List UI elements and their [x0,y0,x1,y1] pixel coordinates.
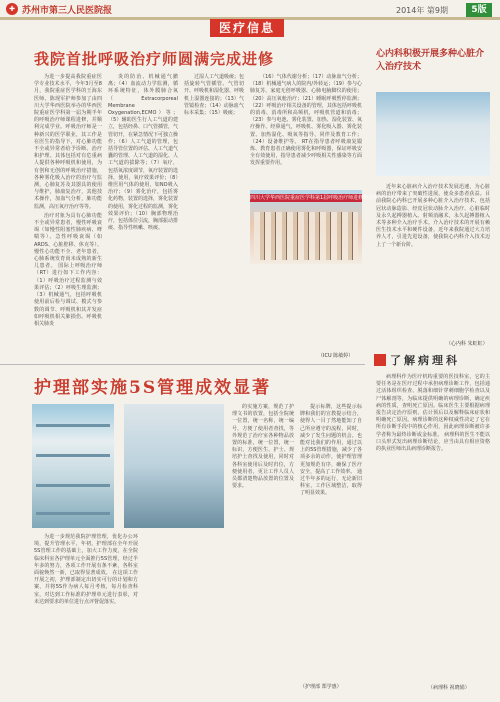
article-column [300,404,362,680]
article-paragraph: 病理科作为医疗机构重要的医技科室，它的主要任务是在医疗过程中承担病理诊断工作，包括通过活体组织检查、脱落和细针穿刺细胞学检查以及尸体解剖等，为临床提供明确的病理诊断，确定疾病的性质，查明死亡原因。临床医生主要根据病理报告决定治疗原则、估计预后以及解释临床症状和明确死亡原因。病理诊断的这种权威性决定了它在所有诊断手段中的核心作用，因此病理诊断被许多学者称为最终诊断或金标准。 病理科的医生不能以口头形式发出病理诊断结论，应当由具有相应资格的执业医师出具病理诊断报告。 [376,374,490,453]
shelf-line [36,454,110,457]
know-disease-title: 了解病理科 [390,354,460,367]
article-paragraph: 治疗对象为具有心肺功能不全或异常患者，慢性呼吸衰竭（如慢性阻塞性肺疾病、哮喘等）、急性呼吸衰竭（如ARDS、心脏腔移、休克等）、慢性心功能不全、老年患者，心肺系统发育尚未成熟的新生儿患者。 国际上呼吸治疗师（RT）进行如下工作内容： （1）呼吸治疗过程监测与效果评估；（2）呼吸生理监测；（3）机械通气，包括呼吸机使用前后检与调试、模式与参数的调节、呼吸机和其并发症如呼吸机相关肺损伤、呼吸机相关肺炎 [34,212,102,327]
article-column [250,74,362,186]
article-author: （护理部 郑学惠） [300,684,342,690]
paper-name: 苏州市第三人民医院报 [22,5,113,16]
hospital-logo-icon: ✚ [6,3,18,15]
article-column [108,74,178,350]
section-title: 医疗信息 [210,19,284,37]
side-article-column [376,184,490,336]
side-headline: 心内科积极开展多种心脏介入治疗技术 [376,49,485,72]
article-paragraph: 过湿人工气道吸痰；包括旋转气管插管、气管切开、呼吸机和湿化器、呼吸机上湿器连接的；（13）气管镜检查；（14）动脉血气标本采集；（15）吸痰； [184,74,245,117]
side-article-column [376,374,490,680]
section-divider [0,364,365,365]
article-column [184,74,244,350]
page-header [0,0,500,35]
article-paragraph: 为进一步规范我院护理管理，优化办公环境，提升管理水平，年初，护理部在全年开展5S管理工作的基础上，加大工作力度，在全院临床科室各护理单元全面推行5S管理，经过半年多的努力，各项工作开展有条不紊，各科室面貌焕然一新，已取得显著成效。 在这项工作开展之初，护理部制定出切实可行的计划和方案，并将5S作为病人每月考核，每月检查科室，对达到工作标准的护理单元进行表彰，对未达到要求的单位进行点评督促落实。 [34,534,138,605]
article-paragraph: 为进一步提高我院重症医学专业技术水平，今年3月至8月，我院重症医学科的王海东医师、陈现军护师参加了由四川大学华西医院举办的华西医院重症医学科第一届为期半年的呼吸治疗师课程进修，并顺利完成学业。呼吸治疗师是一种新兴的医学职业，其工作是在医生的指导下，对心肺功能不全或异常者给予诊断、治疗和护理。其体包括对有危重病人提供各种呼吸机和使用，为有创和无创的呼吸治疗措施，各种雾化吸入治疗的治疗与监测，心肺复苏及其器具的使用与维护，肺康复治疗，其他技术操作，加血气分析，肺功能监测，高压氧疗治疗等等。 [34,74,102,210]
article-paragraph: 提示标牌，这些提示标牌和我们的宣教提示结合，使得人一目了然地能知了自己所应遵守的流程，同时，减少了发生问题的机会。也能对比我们的作用，通过以上的5S管理措施，减少了各项多余的动作，使护理管理更加规范有序，确保了医疗安全，提高了工作效率。 通过半年多的运行，无论新旧科室，工作区域整洁，取得了明显效果。 [300,404,362,497]
article-headline: 护理部实施5S管理成效显著 [34,378,272,398]
article-author: （心内科 朱虹虹） [446,341,488,347]
issue-info: 2014年 第9期 [396,6,448,15]
article-author: （ICU 陈敏婷） [318,353,354,359]
group-photo [250,190,379,264]
photo-banner: 四川大学华西医院重症医学科第1届呼吸治疗师进修班合影 [250,195,379,201]
know-disease-header [374,352,484,370]
cath-lab-photo [376,92,490,176]
article-paragraph: 近年来心脏病介入治疗技术发展迅速，为心脏病的治疗带来了突破性进展，使众多患者获益。目前我院心内科已开展多种心脏介入治疗技术，包括冠状动脉造影、经皮冠状动脉介入治疗、心脏临时及永久起搏器植入、射频消融术，永久起搏器植入术等多种介入治疗手术。介入治疗技术的开展有赖医生技术水平和硬件设备，近年来我院通过大力培养人才，引进先进设备，使我院心内科介入技术迈上了一个新台阶。 [376,184,490,248]
article-column [34,74,102,350]
article-column [232,404,294,682]
article-paragraph: 的实施方案，规范了护理文书的放置，包括全院统一位置，统一名称，统一编号，方便了使用者查找，等外规范了治疗室各种物品放置的标准，统一位置，统一标识，方便医生、护士、规培护士查找及使用，同时对各科室使用后及时归位，方便使用者，更让工作人员人员都清楚物品放置的位置及要求。 [232,404,294,490]
ward-photo [124,404,224,528]
article-author: （病理科 祝晓娟） [428,685,470,691]
shelf-line [36,512,110,515]
group-photo-people [254,212,358,260]
storage-photo [32,404,114,528]
article-column [34,534,138,682]
shelf-line [36,424,110,427]
shelf-line [36,484,110,487]
section-marker-icon [374,354,386,366]
page-number-badge: 5版 [466,3,492,17]
article-paragraph: 炎的防治、机械通气撤离；（4）血流动力学监测，循环系统特征，体外膜肺合氧（Extracorporeal Membrane Oxygenation,ECMO）等；（5）辅助医生行人工气道的建立，包括经鼻、口气管插管，气管切开，在紧急情况下可独立操作；（6）人工气道的管理，包括导管位置的评估、人工气道气囊的管理、人工气道的湿化、人工气道的拔除等；（7）氧疗，包括氧浓度调节，氧疗装置的选择，使用，氧疗效果评价；（8）维医用气体的使用，如NO吸入治疗；（9）雾化治疗，包括雾化药物，装置的选择，雾化装置的使用，雾化过程的监测，雾化效果评价；（10）胸部物理治疗，包括体位引流，胸部振动排痰、指导性咳嗽、咳痰。 [108,74,179,232]
article-headline: 我院首批呼吸治疗师圆满完成进修 [34,50,275,68]
article-paragraph: （16）气体代谢分析；（17）动脉血气分析；（18）机械通气病人的院内/外转运；（19）参与心肺复苏、家庭无创呼吸器、心肺电脑脚仪的使用；（20）高压氧舱治疗；（21）睡眠呼吸暂停监测；（22）呼吸治疗相关设备的管理，其体包括呼吸机的消毒、消毒所和高频机，呼吸机管道和消毒；（23）参与电池、雾化装置、加热、湿化装置、氧疗操作、经鼻通气，呼吸机、雾化吸入器、雾化装置、加热湿化、吸氧等指导、同伴及教育工作；（24）设备维护等。 RT在指导患者呼吸康复锻炼、教育患者正确使用雾化和呼吸器，保证呼吸安全有效使用，指导患者减少呼吸相关性感染等方面发挥重要作用。 [250,74,362,167]
masthead [6,2,206,16]
